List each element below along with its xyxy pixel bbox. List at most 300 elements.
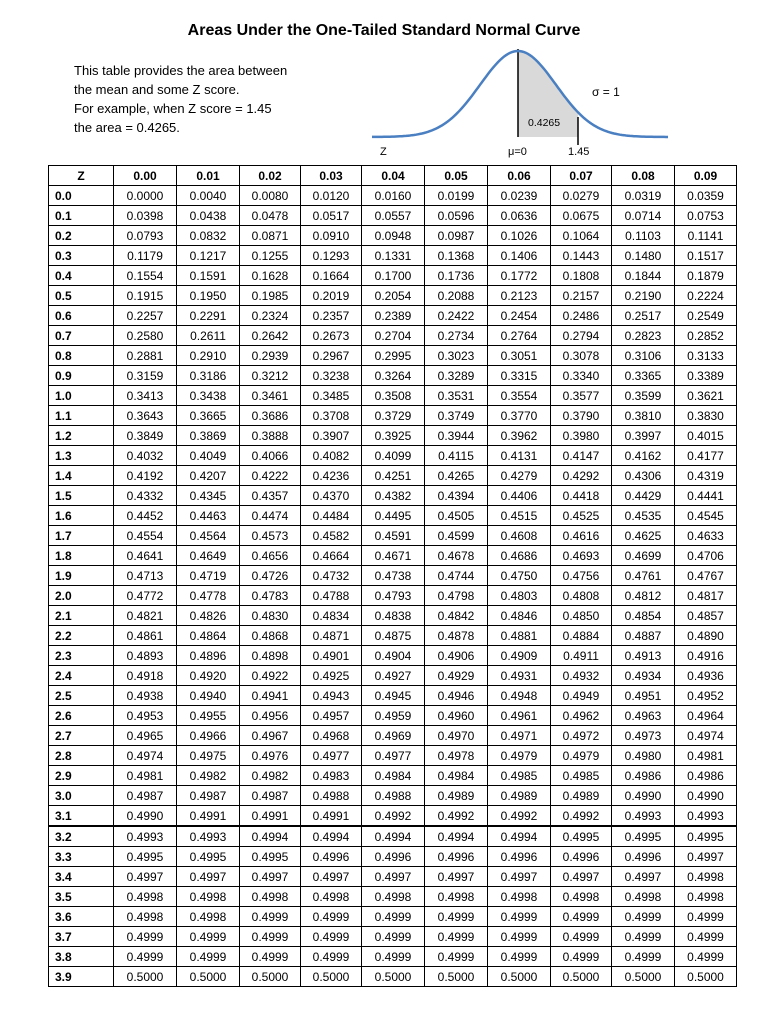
area-cell: 0.4962	[551, 706, 612, 726]
area-cell: 0.4678	[425, 546, 488, 566]
area-cell: 0.4896	[177, 646, 240, 666]
z-value-cell: 1.0	[49, 386, 114, 406]
z-value-cell: 0.3	[49, 246, 114, 266]
table-row	[49, 526, 737, 546]
column-header: 0.05	[425, 166, 488, 186]
area-cell: 0.4997	[240, 867, 301, 887]
area-cell: 0.4997	[114, 867, 177, 887]
table-row	[49, 426, 737, 446]
table-row	[49, 826, 737, 847]
area-cell: 0.4920	[177, 666, 240, 686]
z-value-cell: 1.2	[49, 426, 114, 446]
area-cell: 0.4941	[240, 686, 301, 706]
area-cell: 0.4761	[612, 566, 675, 586]
area-cell: 0.4573	[240, 526, 301, 546]
area-cell: 0.4993	[675, 806, 737, 827]
area-cell: 0.0199	[425, 186, 488, 206]
area-cell: 0.4977	[362, 746, 425, 766]
table-row	[49, 666, 737, 686]
area-cell: 0.4834	[301, 606, 362, 626]
area-cell: 0.5000	[301, 967, 362, 987]
z-value-cell: 2.2	[49, 626, 114, 646]
area-cell: 0.4995	[675, 826, 737, 847]
area-cell: 0.4484	[301, 506, 362, 526]
area-cell: 0.4959	[362, 706, 425, 726]
area-cell: 0.0239	[488, 186, 551, 206]
area-cell: 0.3980	[551, 426, 612, 446]
area-cell: 0.1554	[114, 266, 177, 286]
area-cell: 0.0636	[488, 206, 551, 226]
area-cell: 0.1664	[301, 266, 362, 286]
z-value-cell: 1.1	[49, 406, 114, 426]
area-cell: 0.4997	[488, 867, 551, 887]
area-cell: 0.3665	[177, 406, 240, 426]
area-cell: 0.3078	[551, 346, 612, 366]
area-cell: 0.4966	[177, 726, 240, 746]
area-cell: 0.4998	[425, 887, 488, 907]
normal-curve-diagram	[372, 45, 672, 160]
intro-text	[74, 61, 374, 137]
area-cell: 0.4996	[488, 847, 551, 867]
table-row	[49, 947, 737, 967]
area-cell: 0.4441	[675, 486, 737, 506]
table-row	[49, 927, 737, 947]
table-row	[49, 586, 737, 606]
area-cell: 0.2611	[177, 326, 240, 346]
area-cell: 0.3962	[488, 426, 551, 446]
table-header-row	[49, 166, 737, 186]
area-cell: 0.4032	[114, 446, 177, 466]
area-cell: 0.1628	[240, 266, 301, 286]
area-cell: 0.4973	[612, 726, 675, 746]
area-cell: 0.4918	[114, 666, 177, 686]
area-cell: 0.1772	[488, 266, 551, 286]
area-cell: 0.4554	[114, 526, 177, 546]
area-cell: 0.5000	[114, 967, 177, 987]
area-cell: 0.1808	[551, 266, 612, 286]
table-row	[49, 867, 737, 887]
area-cell: 0.4066	[240, 446, 301, 466]
area-cell: 0.4418	[551, 486, 612, 506]
z-value-cell: 1.8	[49, 546, 114, 566]
area-cell: 0.4997	[301, 867, 362, 887]
area-cell: 0.4992	[362, 806, 425, 827]
area-cell: 0.4495	[362, 506, 425, 526]
z-value-cell: 2.4	[49, 666, 114, 686]
area-cell: 0.4998	[488, 887, 551, 907]
z-value-cell: 2.0	[49, 586, 114, 606]
area-cell: 0.0675	[551, 206, 612, 226]
area-cell: 0.4996	[362, 847, 425, 867]
area-cell: 0.4998	[675, 887, 737, 907]
mean-label: μ=0	[508, 146, 527, 158]
area-cell: 0.4982	[240, 766, 301, 786]
area-cell: 0.4998	[114, 887, 177, 907]
area-cell: 0.4793	[362, 586, 425, 606]
area-cell: 0.4998	[612, 887, 675, 907]
area-cell: 0.4706	[675, 546, 737, 566]
area-cell: 0.4850	[551, 606, 612, 626]
area-cell: 0.4999	[301, 927, 362, 947]
area-cell: 0.4982	[177, 766, 240, 786]
area-cell: 0.2517	[612, 306, 675, 326]
area-cell: 0.4997	[675, 847, 737, 867]
area-cell: 0.4803	[488, 586, 551, 606]
area-cell: 0.5000	[612, 967, 675, 987]
z-value-cell: 3.7	[49, 927, 114, 947]
area-cell: 0.4998	[675, 867, 737, 887]
table-row	[49, 186, 737, 206]
z-value-cell: 1.3	[49, 446, 114, 466]
area-cell: 0.0438	[177, 206, 240, 226]
table-row	[49, 246, 737, 266]
area-cell: 0.4599	[425, 526, 488, 546]
area-cell: 0.4925	[301, 666, 362, 686]
column-header: 0.00	[114, 166, 177, 186]
area-cell: 0.3729	[362, 406, 425, 426]
area-cell: 0.4999	[362, 907, 425, 927]
area-cell: 0.2967	[301, 346, 362, 366]
area-cell: 0.4591	[362, 526, 425, 546]
area-cell: 0.1985	[240, 286, 301, 306]
area-cell: 0.4778	[177, 586, 240, 606]
area-cell: 0.4995	[551, 826, 612, 847]
area-cell: 0.4987	[114, 786, 177, 806]
area-cell: 0.4974	[114, 746, 177, 766]
area-cell: 0.4292	[551, 466, 612, 486]
area-cell: 0.4713	[114, 566, 177, 586]
area-cell: 0.3238	[301, 366, 362, 386]
table-row	[49, 466, 737, 486]
area-cell: 0.4999	[675, 927, 737, 947]
area-cell: 0.1255	[240, 246, 301, 266]
area-cell: 0.4996	[301, 847, 362, 867]
area-cell: 0.5000	[425, 967, 488, 987]
table-row	[49, 346, 737, 366]
area-cell: 0.2324	[240, 306, 301, 326]
z-value-cell: 0.5	[49, 286, 114, 306]
area-cell: 0.0478	[240, 206, 301, 226]
z-value-cell: 0.2	[49, 226, 114, 246]
column-header: 0.04	[362, 166, 425, 186]
area-cell: 0.4990	[114, 806, 177, 827]
table-row	[49, 646, 737, 666]
area-cell: 0.4099	[362, 446, 425, 466]
area-cell: 0.4452	[114, 506, 177, 526]
area-cell: 0.3770	[488, 406, 551, 426]
area-cell: 0.3106	[612, 346, 675, 366]
area-cell: 0.4999	[488, 907, 551, 927]
z-value-cell: 2.8	[49, 746, 114, 766]
area-cell: 0.1368	[425, 246, 488, 266]
area-cell: 0.4977	[301, 746, 362, 766]
table-row	[49, 446, 737, 466]
area-cell: 0.4997	[177, 867, 240, 887]
area-cell: 0.1736	[425, 266, 488, 286]
area-cell: 0.2939	[240, 346, 301, 366]
z-value-cell: 3.6	[49, 907, 114, 927]
area-cell: 0.4972	[551, 726, 612, 746]
area-cell: 0.4999	[488, 927, 551, 947]
area-cell: 0.4994	[240, 826, 301, 847]
area-cell: 0.4999	[675, 907, 737, 927]
area-cell: 0.4406	[488, 486, 551, 506]
area-cell: 0.4990	[612, 786, 675, 806]
area-cell: 0.4429	[612, 486, 675, 506]
table-row	[49, 266, 737, 286]
z-value-cell: 3.1	[49, 806, 114, 827]
table-row	[49, 847, 737, 867]
intro-line: This table provides the area between	[74, 63, 288, 78]
area-cell: 0.3315	[488, 366, 551, 386]
area-cell: 0.4922	[240, 666, 301, 686]
z-value-cell: 3.0	[49, 786, 114, 806]
area-cell: 0.4989	[551, 786, 612, 806]
area-cell: 0.4999	[551, 907, 612, 927]
table-row	[49, 406, 737, 426]
area-cell: 0.4306	[612, 466, 675, 486]
area-cell: 0.0987	[425, 226, 488, 246]
area-cell: 0.2157	[551, 286, 612, 306]
intro-line: the area = 0.4265.	[74, 120, 180, 135]
area-cell: 0.0910	[301, 226, 362, 246]
area-cell: 0.4999	[488, 947, 551, 967]
area-cell: 0.3888	[240, 426, 301, 446]
area-cell: 0.4968	[301, 726, 362, 746]
area-cell: 0.2123	[488, 286, 551, 306]
area-cell: 0.4963	[612, 706, 675, 726]
area-cell: 0.4788	[301, 586, 362, 606]
area-cell: 0.3531	[425, 386, 488, 406]
area-cell: 0.0080	[240, 186, 301, 206]
area-cell: 0.2673	[301, 326, 362, 346]
area-cell: 0.2995	[362, 346, 425, 366]
area-cell: 0.4952	[675, 686, 737, 706]
area-cell: 0.4887	[612, 626, 675, 646]
area-cell: 0.2019	[301, 286, 362, 306]
area-cell: 0.4995	[177, 847, 240, 867]
area-cell: 0.4756	[551, 566, 612, 586]
z-value-cell: 0.4	[49, 266, 114, 286]
z-value-cell: 1.4	[49, 466, 114, 486]
z-value-cell: 0.0	[49, 186, 114, 206]
area-cell: 0.3686	[240, 406, 301, 426]
area-cell: 0.5000	[675, 967, 737, 987]
area-cell: 0.4964	[675, 706, 737, 726]
area-cell: 0.3925	[362, 426, 425, 446]
area-cell: 0.0753	[675, 206, 737, 226]
area-cell: 0.4911	[551, 646, 612, 666]
area-cell: 0.5000	[240, 967, 301, 987]
intro-line: the mean and some Z score.	[74, 82, 240, 97]
area-cell: 0.2054	[362, 286, 425, 306]
area-cell: 0.4927	[362, 666, 425, 686]
area-cell: 0.4949	[551, 686, 612, 706]
area-cell: 0.2734	[425, 326, 488, 346]
area-cell: 0.4147	[551, 446, 612, 466]
area-cell: 0.4970	[425, 726, 488, 746]
area-cell: 0.4015	[675, 426, 737, 446]
z-value-cell: 3.5	[49, 887, 114, 907]
area-cell: 0.4987	[240, 786, 301, 806]
table-row	[49, 706, 737, 726]
area-cell: 0.4969	[362, 726, 425, 746]
area-cell: 0.0120	[301, 186, 362, 206]
area-cell: 0.4998	[362, 887, 425, 907]
area-cell: 0.4998	[177, 907, 240, 927]
area-cell: 0.4931	[488, 666, 551, 686]
z-value-cell: 3.4	[49, 867, 114, 887]
area-cell: 0.4994	[425, 826, 488, 847]
area-cell: 0.3365	[612, 366, 675, 386]
area-cell: 0.4699	[612, 546, 675, 566]
area-cell: 0.4115	[425, 446, 488, 466]
area-cell: 0.4236	[301, 466, 362, 486]
area-cell: 0.4999	[362, 927, 425, 947]
area-cell: 0.4999	[425, 927, 488, 947]
area-cell: 0.2580	[114, 326, 177, 346]
area-cell: 0.4808	[551, 586, 612, 606]
area-cell: 0.4744	[425, 566, 488, 586]
area-cell: 0.4999	[240, 947, 301, 967]
area-cell: 0.4649	[177, 546, 240, 566]
z-value-cell: 0.8	[49, 346, 114, 366]
area-cell: 0.2823	[612, 326, 675, 346]
area-cell: 0.3023	[425, 346, 488, 366]
table-row	[49, 386, 737, 406]
area-cell: 0.4993	[114, 826, 177, 847]
area-cell: 0.4357	[240, 486, 301, 506]
area-cell: 0.4978	[425, 746, 488, 766]
area-cell: 0.4222	[240, 466, 301, 486]
area-cell: 0.4999	[301, 907, 362, 927]
area-cell: 0.4177	[675, 446, 737, 466]
area-cell: 0.2357	[301, 306, 362, 326]
column-header: 0.07	[551, 166, 612, 186]
area-cell: 0.4992	[551, 806, 612, 827]
area-cell: 0.2704	[362, 326, 425, 346]
area-cell: 0.2852	[675, 326, 737, 346]
table-row	[49, 967, 737, 987]
area-cell: 0.4990	[675, 786, 737, 806]
table-row	[49, 907, 737, 927]
area-cell: 0.1443	[551, 246, 612, 266]
area-cell: 0.0319	[612, 186, 675, 206]
column-header: 0.03	[301, 166, 362, 186]
area-cell: 0.3749	[425, 406, 488, 426]
intro-line: For example, when Z score = 1.45	[74, 101, 272, 116]
area-cell: 0.5000	[362, 967, 425, 987]
area-cell: 0.3944	[425, 426, 488, 446]
area-cell: 0.4985	[488, 766, 551, 786]
area-cell: 0.0040	[177, 186, 240, 206]
area-cell: 0.4993	[177, 826, 240, 847]
area-cell: 0.4994	[301, 826, 362, 847]
area-cell: 0.3708	[301, 406, 362, 426]
area-cell: 0.0359	[675, 186, 737, 206]
area-cell: 0.0871	[240, 226, 301, 246]
area-cell: 0.4981	[675, 746, 737, 766]
z-axis-label: Z	[380, 146, 387, 158]
z-value-cell: 3.8	[49, 947, 114, 967]
area-cell: 0.4890	[675, 626, 737, 646]
area-cell: 0.3790	[551, 406, 612, 426]
area-cell: 0.2642	[240, 326, 301, 346]
area-cell: 0.4864	[177, 626, 240, 646]
z-value-cell: 3.3	[49, 847, 114, 867]
area-cell: 0.4934	[612, 666, 675, 686]
area-cell: 0.4993	[612, 806, 675, 827]
area-cell: 0.2794	[551, 326, 612, 346]
area-cell: 0.4732	[301, 566, 362, 586]
area-cell: 0.4370	[301, 486, 362, 506]
table-row	[49, 806, 737, 827]
table-row	[49, 206, 737, 226]
area-cell: 0.3264	[362, 366, 425, 386]
page-title: Areas Under the One-Tailed Standard Normal Curve	[187, 22, 581, 39]
z-value-cell: 0.9	[49, 366, 114, 386]
area-cell: 0.4999	[362, 947, 425, 967]
area-cell: 0.4332	[114, 486, 177, 506]
area-cell: 0.4463	[177, 506, 240, 526]
area-cell: 0.4251	[362, 466, 425, 486]
area-cell: 0.0832	[177, 226, 240, 246]
area-cell: 0.4980	[612, 746, 675, 766]
area-cell: 0.4838	[362, 606, 425, 626]
table-row	[49, 786, 737, 806]
area-cell: 0.4985	[551, 766, 612, 786]
area-cell: 0.2486	[551, 306, 612, 326]
area-cell: 0.3289	[425, 366, 488, 386]
table-row	[49, 306, 737, 326]
area-cell: 0.4750	[488, 566, 551, 586]
area-cell: 0.1026	[488, 226, 551, 246]
area-cell: 0.3643	[114, 406, 177, 426]
area-cell: 0.3554	[488, 386, 551, 406]
area-cell: 0.0793	[114, 226, 177, 246]
area-cell: 0.4997	[362, 867, 425, 887]
area-cell: 0.4979	[488, 746, 551, 766]
area-cell: 0.4131	[488, 446, 551, 466]
z-value-cell: 3.9	[49, 967, 114, 987]
sigma-label: σ = 1	[592, 85, 620, 99]
area-cell: 0.3577	[551, 386, 612, 406]
area-cell: 0.4846	[488, 606, 551, 626]
area-cell: 0.0948	[362, 226, 425, 246]
area-cell: 0.4898	[240, 646, 301, 666]
area-cell: 0.4989	[425, 786, 488, 806]
area-cell: 0.4884	[551, 626, 612, 646]
area-cell: 0.4965	[114, 726, 177, 746]
table-row	[49, 887, 737, 907]
area-cell: 0.4995	[240, 847, 301, 867]
area-cell: 0.4474	[240, 506, 301, 526]
area-cell: 0.4901	[301, 646, 362, 666]
table-row	[49, 366, 737, 386]
column-header: 0.01	[177, 166, 240, 186]
area-cell: 0.4994	[362, 826, 425, 847]
area-cell: 0.4279	[488, 466, 551, 486]
area-cell: 0.4999	[425, 907, 488, 927]
area-cell: 0.4868	[240, 626, 301, 646]
area-cell: 0.3508	[362, 386, 425, 406]
area-cell: 0.1517	[675, 246, 737, 266]
area-cell: 0.4564	[177, 526, 240, 546]
area-cell: 0.4767	[675, 566, 737, 586]
area-cell: 0.4951	[612, 686, 675, 706]
column-header: 0.08	[612, 166, 675, 186]
area-cell: 0.2764	[488, 326, 551, 346]
